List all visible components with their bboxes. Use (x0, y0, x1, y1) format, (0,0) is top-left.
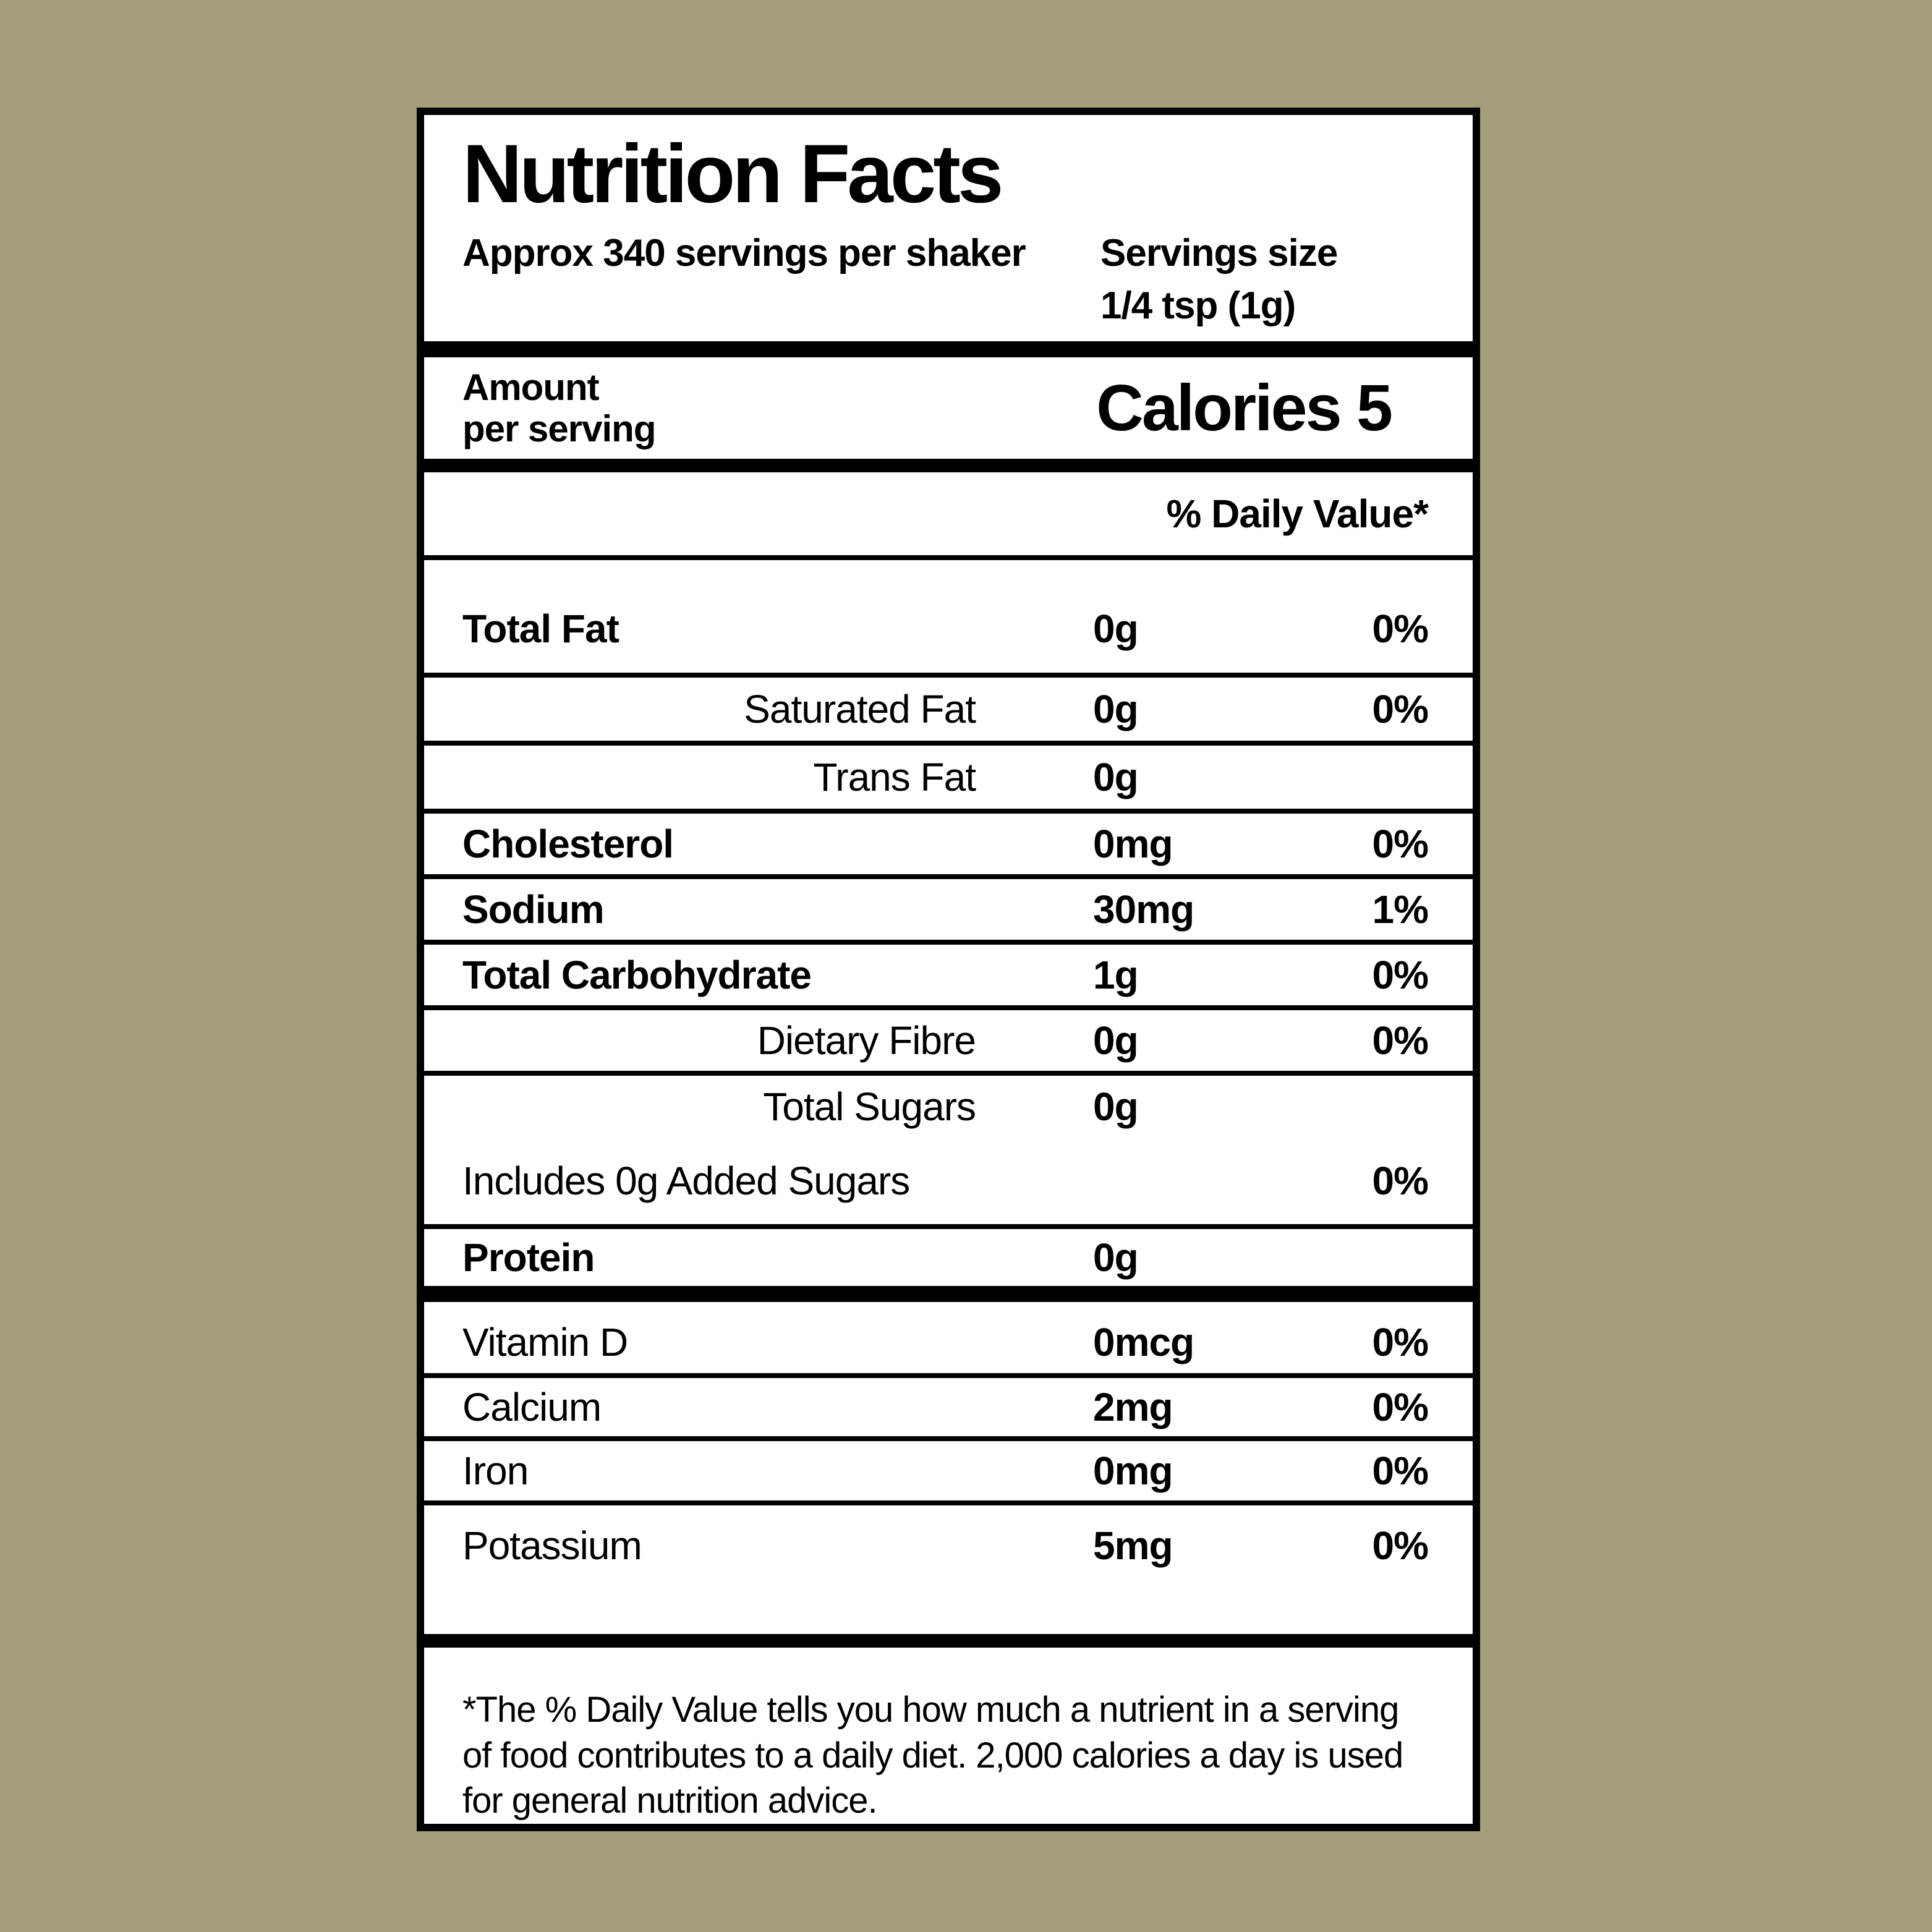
nutrient-row-total-sugars (424, 1076, 1473, 1138)
vitamin-amount: 2mg (1093, 1385, 1173, 1429)
nutrient-name: Protein (462, 1235, 595, 1280)
vitamin-name: Vitamin D (462, 1319, 628, 1364)
vitamin-dv: 0% (1372, 1449, 1428, 1493)
separator-bar-header (424, 341, 1473, 357)
vitamin-dv: 0% (1372, 1523, 1428, 1568)
nutrient-row-sodium (424, 879, 1473, 945)
nutrient-amount: 30mg (1093, 887, 1194, 932)
amount-per-serving (462, 367, 655, 449)
nutrient-amount: 0g (1093, 606, 1138, 651)
vitamin-row-iron (424, 1441, 1473, 1505)
nutrient-amount: 1g (1093, 953, 1138, 997)
nutrient-row-saturated-fat (424, 678, 1473, 746)
nutrient-amount: 0g (1093, 1235, 1138, 1280)
servings-per-shaker: Approx 340 servings per shaker (462, 231, 1026, 274)
nutrient-name: Trans Fat (813, 755, 976, 799)
vitamin-name: Iron (462, 1449, 529, 1493)
nutrient-dv: 0% (1372, 1159, 1428, 1203)
nutrient-dv: 0% (1372, 606, 1428, 651)
nutrient-amount: 0g (1093, 755, 1138, 799)
nutrient-row-dietary-fibre (424, 1010, 1473, 1076)
nutrient-row-added-sugars (424, 1138, 1473, 1229)
servings-row (462, 227, 1428, 333)
nutrient-dv: 0% (1372, 1018, 1428, 1063)
separator-bar-footnote (424, 1634, 1473, 1648)
serving-size (1100, 227, 1428, 333)
calories-row (424, 357, 1473, 459)
vitamin-dv: 0% (1372, 1319, 1428, 1364)
nutrient-dv: 0% (1372, 687, 1428, 731)
vitamin-amount: 0mg (1093, 1449, 1173, 1493)
nutrient-name: Total Carbohydrate (462, 953, 811, 997)
nutrient-amount: 0g (1093, 1084, 1138, 1129)
nutrient-name: Dietary Fibre (757, 1018, 976, 1063)
vitamin-row-vitamin-d (424, 1302, 1473, 1378)
nutrient-name: Cholesterol (462, 822, 674, 866)
daily-value-header: % Daily Value* (424, 472, 1473, 560)
nutrient-dv: 1% (1372, 887, 1428, 932)
vitamin-dv: 0% (1372, 1385, 1428, 1429)
footnote: *The % Daily Value tells you how much a nutrient in a serving of food contributes to a daily diet. 2,000 calories a day is used for general nutrition advice. (462, 1690, 1403, 1821)
nutrient-name: Total Sugars (763, 1084, 976, 1129)
nutrient-name: Includes 0g Added Sugars (462, 1159, 910, 1203)
label-title: Nutrition Facts (462, 128, 1001, 220)
nutrient-name: Sodium (462, 887, 604, 932)
nutrition-facts-label (417, 108, 1480, 1831)
nutrient-amount: 0g (1093, 687, 1138, 731)
vitamin-name: Potassium (462, 1523, 642, 1568)
vitamin-amount: 5mg (1093, 1523, 1173, 1568)
vitamin-amount: 0mcg (1093, 1319, 1194, 1364)
nutrient-name: Saturated Fat (744, 687, 976, 731)
calories-value: Calories 5 (1096, 371, 1391, 445)
nutrient-name: Total Fat (462, 606, 619, 651)
nutrient-dv: 0% (1372, 822, 1428, 866)
nutrient-dv: 0% (1372, 953, 1428, 997)
vitamin-name: Calcium (462, 1385, 602, 1429)
nutrient-row-cholesterol (424, 814, 1473, 879)
nutrient-row-protein (424, 1229, 1473, 1286)
nutrient-row-total-carbohydrate (424, 945, 1473, 1010)
nutrient-row-total-fat (424, 560, 1473, 678)
vitamin-row-calcium (424, 1378, 1473, 1441)
amount-line2: per serving (462, 408, 656, 449)
serving-size-value: 1/4 tsp (1g) (1100, 284, 1296, 328)
serving-size-label: Servings size (1100, 231, 1338, 274)
separator-bar-protein (424, 1286, 1473, 1302)
nutrient-row-trans-fat (424, 746, 1473, 814)
nutrient-amount: 0g (1093, 1018, 1138, 1063)
nutrient-amount: 0mg (1093, 822, 1173, 866)
vitamin-row-potassium (424, 1505, 1473, 1586)
separator-bar-calories (424, 459, 1473, 472)
amount-line1: Amount (462, 366, 599, 408)
spacer (424, 1586, 1473, 1634)
label-header (424, 115, 1473, 341)
